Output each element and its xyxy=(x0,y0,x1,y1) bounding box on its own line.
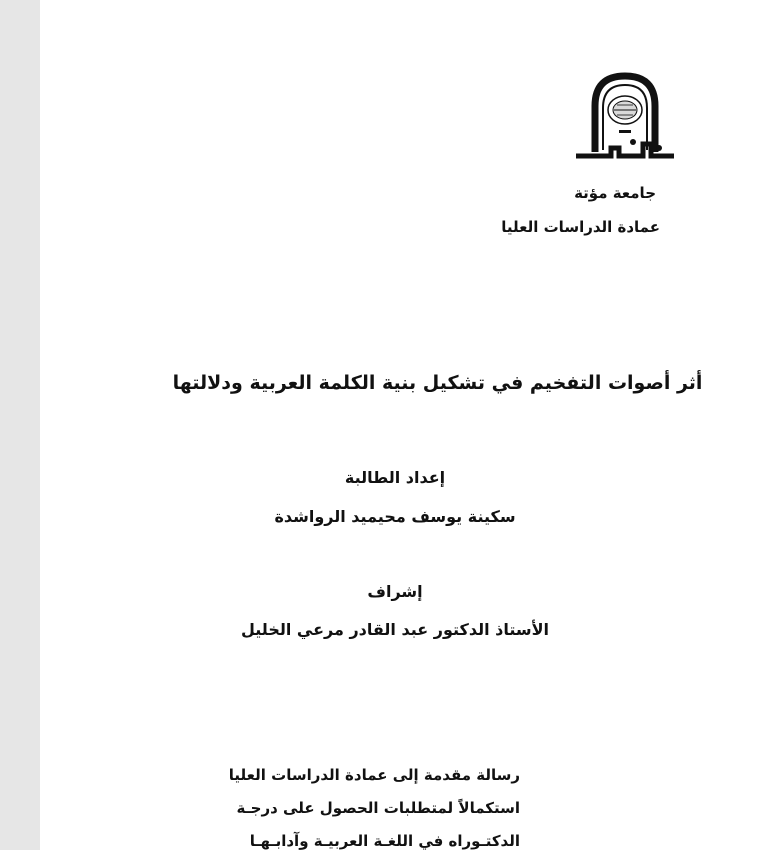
prepared-by-label: إعداد الطالبة xyxy=(344,468,446,487)
student-name: سكينة يوسف محيميد الرواشدة xyxy=(274,507,516,526)
submission-line-3: الدكتـوراه في اللغـة العربيـة وآدابـهـا xyxy=(249,832,520,850)
university-name: جامعة مؤتة xyxy=(574,184,656,202)
university-logo xyxy=(573,72,678,164)
deanship-name: عمادة الدراسات العليا xyxy=(501,218,660,236)
supervisor-name: الأستاذ الدكتور عبد القادر مرعي الخليل xyxy=(240,620,550,639)
submission-line-1: رسالة مقدمة إلى عمادة الدراسات العليا xyxy=(228,766,520,784)
submission-line-2: استكمالاً لمتطلبات الحصول على درجـة xyxy=(236,799,520,817)
thesis-title: أثر أصوات التفخيم في تشكيل بنية الكلمة العربية ودلالتها xyxy=(172,372,703,394)
document-page xyxy=(40,0,778,850)
supervision-label: إشراف xyxy=(367,582,423,601)
